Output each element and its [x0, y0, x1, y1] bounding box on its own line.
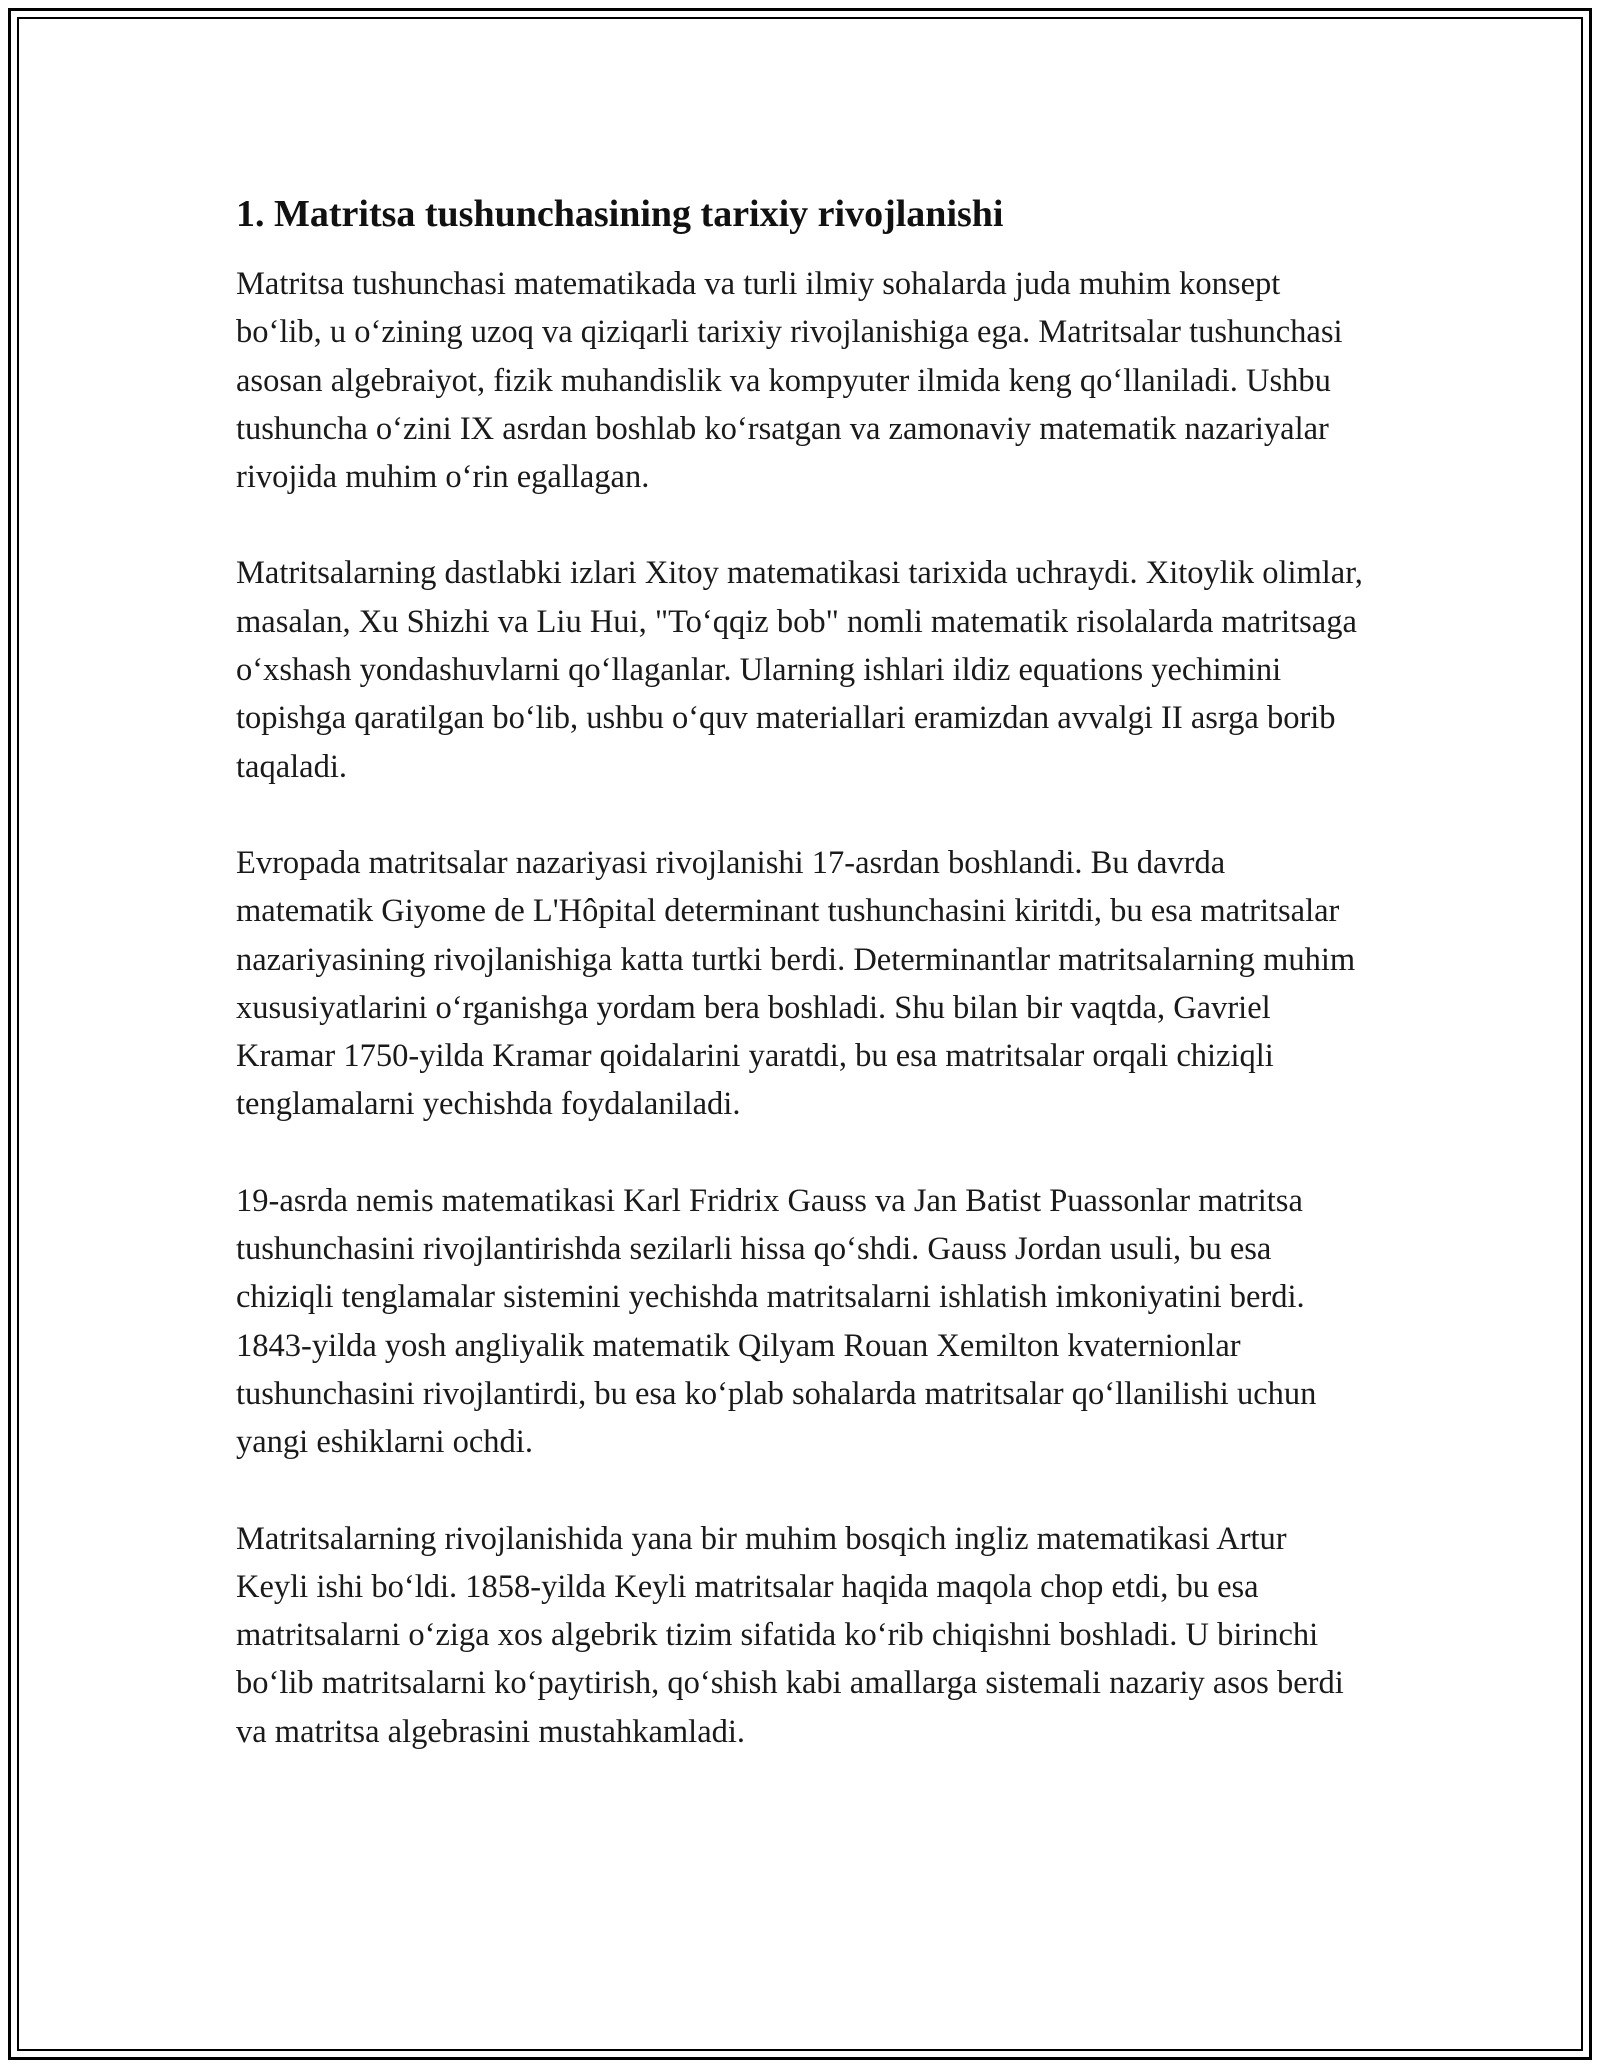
paragraph-1: Matritsa tushunchasi matematikada va turli ilmiy sohalarda juda muhim konsept bo‘lib, u o‘zining uzoq va qiziqarli tarixiy rivojlanishiga ega. Matritsalar tushunchasi asosan algebraiyot, fizik muhandislik va kompyuter ilmida keng qo‘llaniladi. Ushbu tushuncha o‘zini IX asrdan boshlab ko‘rsatgan va zamonaviy matematik nazariyalar rivojida muhim o‘rin egallagan.: [236, 266, 1343, 496]
document-body: [236, 190, 1366, 1804]
paragraph-3: Evropada matritsalar nazariyasi rivojlanishi 17-asrdan boshlandi. Bu davrda matematik Giyome de L'Hôpital determinant tushunchasini kiritdi, bu esa matritsalar nazariyasining rivojlanishiga katta turtki berdi. Determinantlar matritsalarning muhim xususiyatlarini o‘rganishga yordam bera boshladi. Shu bilan bir vaqtda, Gavriel Kramar 1750-yilda Kramar qoidalarini yaratdi, bu esa matritsalar orqali chiziqli tenglamalarni yechishda foydalaniladi.: [236, 844, 1356, 1123]
paragraph-2: Matritsalarning dastlabki izlari Xitoy matematikasi tarixida uchraydi. Xitoylik olimlar, masalan, Xu Shizhi va Liu Hui, "To‘qqiz bob" nomli matematik risolalarda matritsaga o‘xshash yondashuvlarni qo‘llaganlar. Ularning ishlari ildiz equations yechimini topishga qaratilgan bo‘lib, ushbu o‘quv materiallari eramizdan avvalgi II asrga borib taqaladi.: [236, 555, 1363, 785]
paragraph-4: 19-asrda nemis matematikasi Karl Fridrix Gauss va Jan Batist Puassonlar matritsa tushunchasini rivojlantirishda sezilarli hissa qo‘shdi. Gauss Jordan usuli, bu esa chiziqli tenglamalar sistemini yechishda matritsalarni ishlatish imkoniyatini berdi. 1843-yilda yosh angliyalik matematik Qilyam Rouan Xemilton kvaternionlar tushunchasini rivojlantirdi, bu esa ko‘plab sohalarda matritsalar qo‘llanilishi uchun yangi eshiklarni ochdi.: [236, 1182, 1317, 1461]
section-heading: 1. Matritsa tushunchasining tarixiy rivojlanishi: [236, 193, 1004, 235]
paragraph-5: Matritsalarning rivojlanishida yana bir muhim bosqich ingliz matematikasi Artur Keyli ishi bo‘ldi. 1858-yilda Keyli matritsalar haqida maqola chop etdi, bu esa matritsalarni o‘ziga xos algebrik tizim sifatida ko‘rib chiqishni boshladi. U birinchi bo‘lib matritsalarni ko‘paytirish, qo‘shish kabi amallarga sistemali nazariy asos berdi va matritsa algebrasini mustahkamladi.: [236, 1520, 1344, 1750]
